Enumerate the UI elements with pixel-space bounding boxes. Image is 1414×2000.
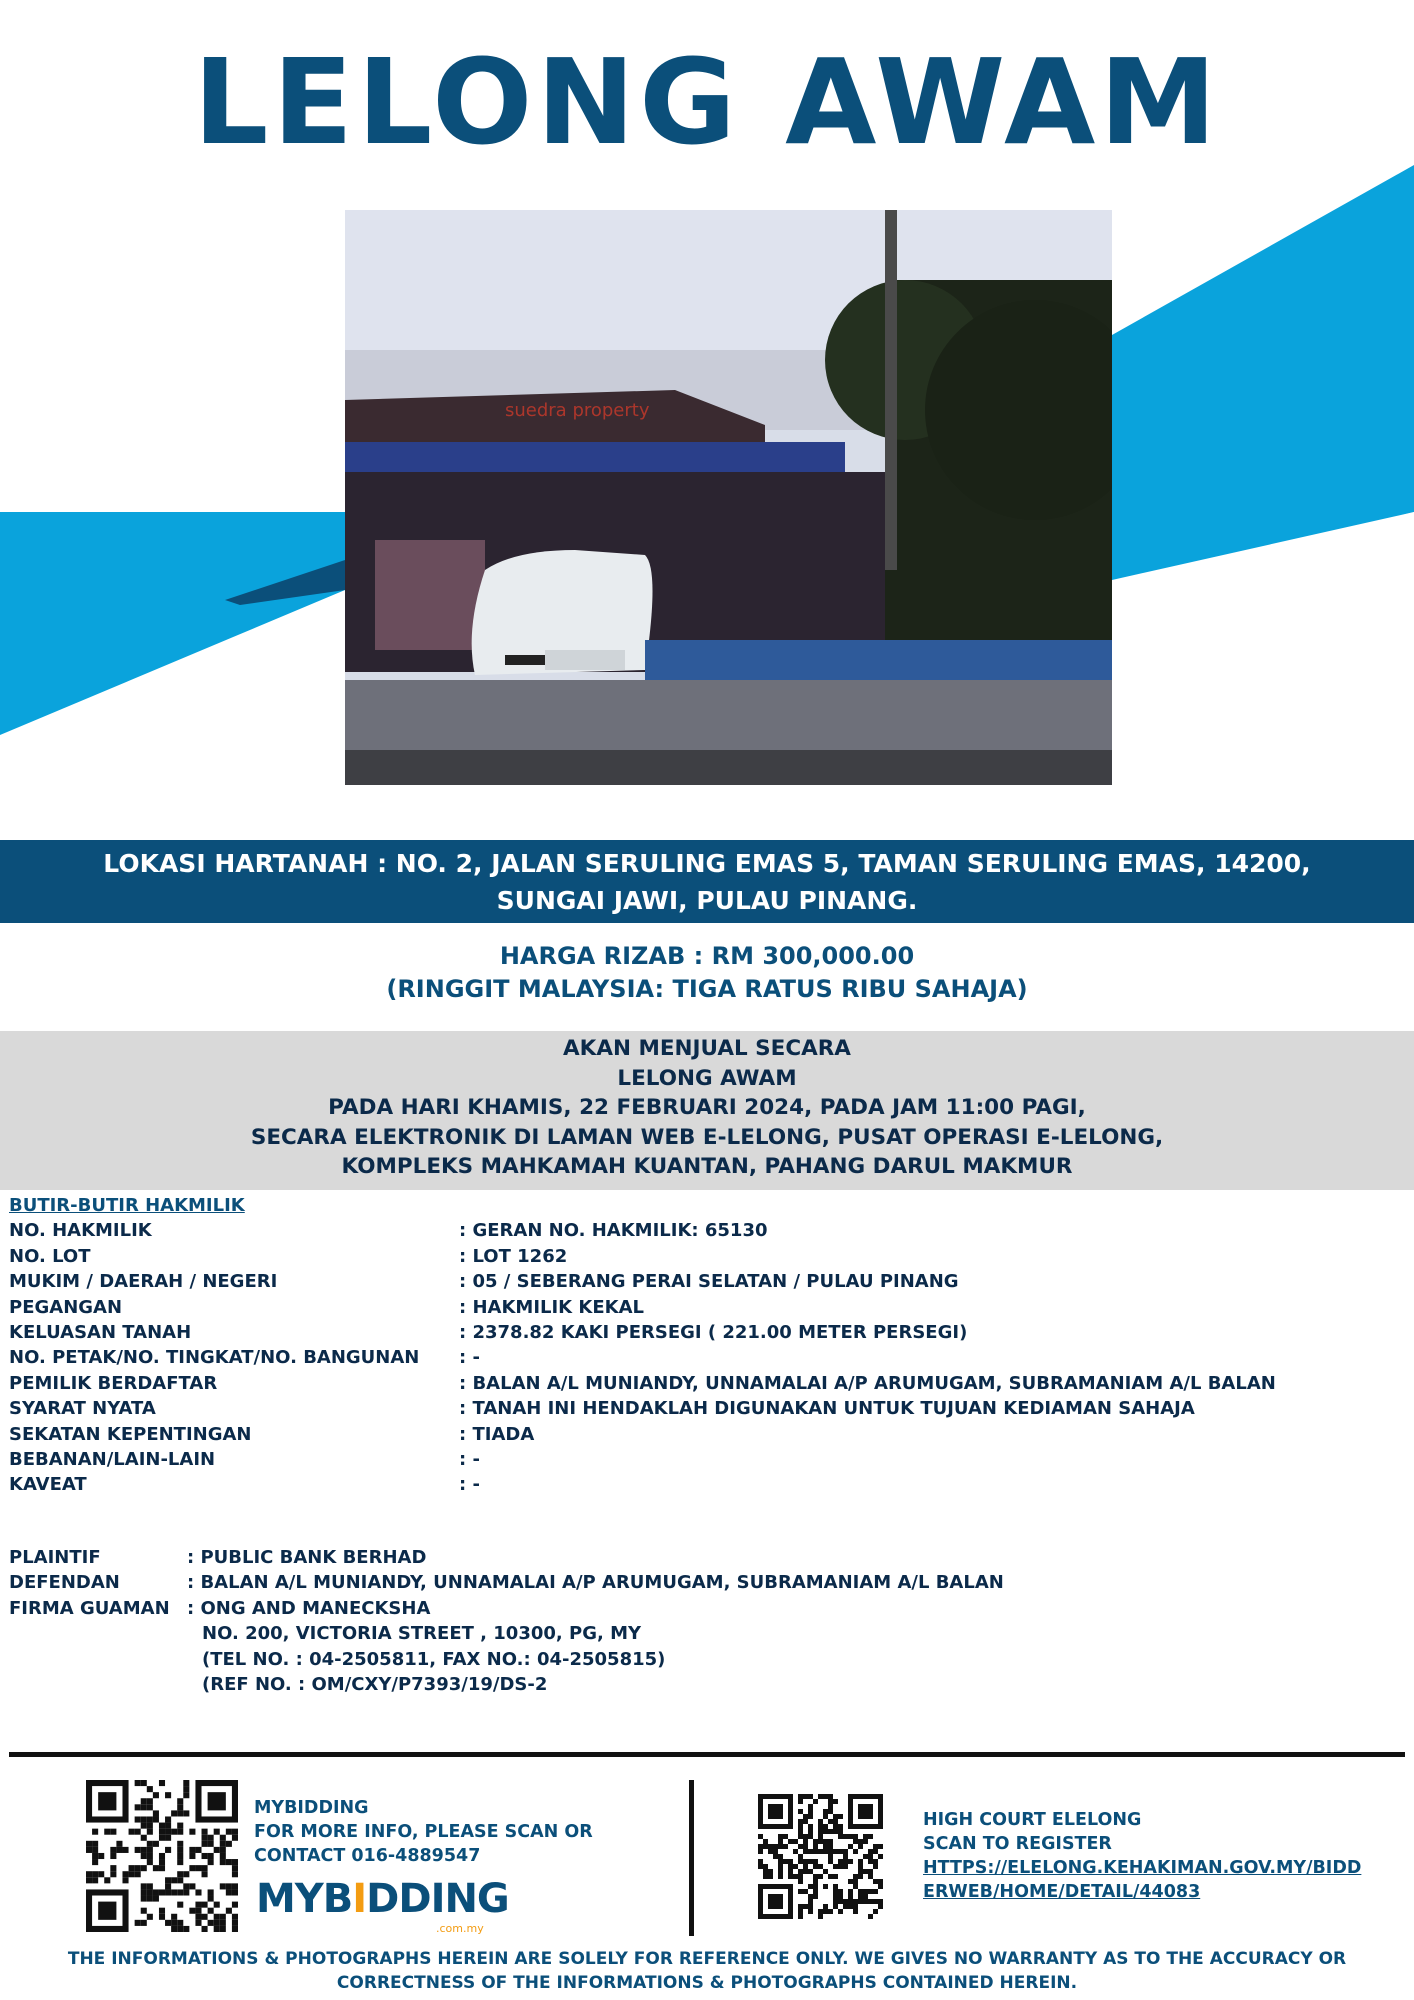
- detail-row: MUKIM / DAERAH / NEGERI : 05 / SEBERANG PERAI SELATAN / PULAU PINANG: [9, 1271, 959, 1293]
- cyan-triangle-right: [1112, 165, 1414, 512]
- detail-row: PEGANGAN : HAKMILIK KEKAL: [9, 1296, 644, 1318]
- cyan-triangle-left: [0, 512, 345, 735]
- price-line-1: HARGA RIZAB : RM 300,000.00: [499, 942, 915, 970]
- plaintif-row: PLAINTIF : PUBLIC BANK BERHAD: [9, 1547, 427, 1568]
- mybidding-logo-domain: .com.my: [436, 1922, 484, 1935]
- auction-line-2: LELONG AWAM: [617, 1065, 797, 1091]
- detail-row: SEKATAN KEPENTINGAN : TIADA: [9, 1423, 535, 1445]
- elelong-link[interactable]: HTTPS://ELELONG.KEHAKIMAN.GOV.MY/BIDD: [923, 1858, 1362, 1878]
- page-title: LELONG AWAM: [193, 33, 1221, 171]
- location-line-1: LOKASI HARTANAH : NO. 2, JALAN SERULING EMAS 5, TAMAN SERULING EMAS, 14200,: [103, 849, 1311, 878]
- detail-row: NO. PETAK/NO. TINGKAT/NO. BANGUNAN : -: [9, 1347, 480, 1369]
- mybidding-logo: MYBIDDING: [256, 1876, 509, 1922]
- detail-row: SYARAT NYATA : TANAH INI HENDAKLAH DIGUNAKAN UNTUK TUJUAN KEDIAMAN SAHAJA: [9, 1398, 1195, 1420]
- mybidding-qr-code[interactable]: [86, 1780, 238, 1932]
- detail-row: KELUASAN TANAH : 2378.82 KAKI PERSEGI ( 221.00 METER PERSEGI): [9, 1322, 968, 1344]
- price-line-2: (RINGGIT MALAYSIA: TIGA RATUS RIBU SAHAJA): [386, 975, 1028, 1003]
- detail-row: PEMILIK BERDAFTAR : BALAN A/L MUNIANDY, UNNAMALAI A/P ARUMUGAM, SUBRAMANIAM A/L BALAN: [9, 1372, 1276, 1394]
- mybidding-info: MYBIDDING FOR MORE INFO, PLEASE SCAN OR CONTACT 016-4889547: [254, 1798, 593, 1866]
- auction-line-1: AKAN MENJUAL SECARA: [563, 1036, 851, 1061]
- footer-divider: [9, 1752, 1405, 1757]
- auction-info-band: [0, 1031, 1414, 1190]
- disclaimer: THE INFORMATIONS & PHOTOGRAPHS HEREIN ARE SOLELY FOR REFERENCE ONLY. WE GIVES NO WARRANTY AS TO THE ACCURACY OR CORRECTNESS OF THE INFORMATIONS & PHOTOGRAPHS CONTAINED HEREIN.: [67, 1949, 1347, 1993]
- auction-line-3: PADA HARI KHAMIS, 22 FEBRUARI 2024, PADA JAM 11:00 PAGI,: [328, 1095, 1086, 1120]
- location-band: [0, 840, 1414, 923]
- details-heading: BUTIR-BUTIR HAKMILIK: [9, 1195, 245, 1216]
- location-line-2: SUNGAI JAWI, PULAU PINANG.: [496, 886, 918, 915]
- elelong-link-cont[interactable]: ERWEB/HOME/DETAIL/44083: [923, 1882, 1201, 1902]
- title-details: [9, 1193, 1409, 1498]
- firma-tel: (TEL NO. : 04-2505811, FAX NO.: 04-2505815): [202, 1648, 666, 1670]
- firma-address: NO. 200, VICTORIA STREET , 10300, PG, MY: [202, 1623, 642, 1645]
- defendan-row: DEFENDAN : BALAN A/L MUNIANDY, UNNAMALAI A/P ARUMUGAM, SUBRAMANIAM A/L BALAN: [9, 1572, 1004, 1594]
- firma-ref: (REF NO. : OM/CXY/P7393/19/DS-2: [202, 1674, 548, 1696]
- auction-line-4: SECARA ELEKTRONIK DI LAMAN WEB E-LELONG, PUSAT OPERASI E-LELONG,: [250, 1124, 1164, 1150]
- detail-row: BEBANAN/LAIN-LAIN : -: [9, 1449, 480, 1471]
- elelong-qr-code[interactable]: [758, 1794, 883, 1919]
- detail-row: KAVEAT : -: [9, 1474, 480, 1496]
- property-photo: [345, 210, 1112, 785]
- detail-row: NO. LOT : LOT 1262: [9, 1245, 568, 1267]
- firma-row: FIRMA GUAMAN : ONG AND MANECKSHA: [9, 1597, 431, 1619]
- auction-line-5: KOMPLEKS MAHKAMAH KUANTAN, PAHANG DARUL MAKMUR: [341, 1154, 1073, 1179]
- footer-vertical-divider: [689, 1780, 694, 1936]
- reserve-price: [0, 940, 1414, 1006]
- photo-watermark: suedra property: [505, 400, 650, 421]
- case-parties: [9, 1545, 1409, 1697]
- detail-row: NO. HAKMILIK : GERAN NO. HAKMILIK: 65130: [9, 1220, 768, 1242]
- highcourt-info: HIGH COURT ELELONG SCAN TO REGISTER HTTPS://ELELONG.KEHAKIMAN.GOV.MY/BIDD ERWEB/HOME/DETAIL/44083: [923, 1810, 1362, 1902]
